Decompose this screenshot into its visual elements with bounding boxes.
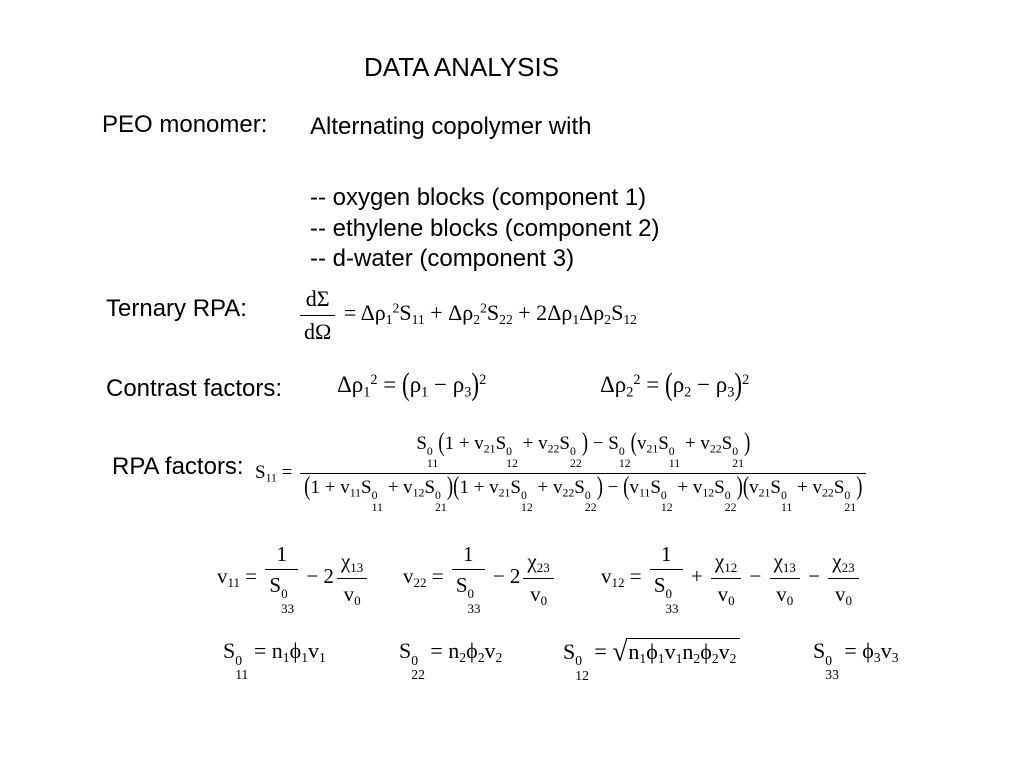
label-ternary-rpa: Ternary RPA: [106,295,247,322]
formula-rpa-s11: $S_{11}$ = S 0 11 ($1 + v_{21}S$ 0 12 + $v_{22}S$ 0 22 ) − S 0 12 ($v_{21}S$ 0 11 + $v_{22}S$ 0 21 ) ($1 + v_{11}S$ 0 11 + $v_{12}S$ 0 21 )($1 + v_{21}S$ 0 12 + $v_{22}S$ 0 22 ) − ($v_{11}S$ 0 12 + $v_{12}S$ 0 22 )($v_{21}S$ 0 11 + $v_{22}S$ 0 21 ) [255,432,869,515]
formula-s12-0: S 0 12 = $√n_1\phi_1v_1n_2\phi_2v_2$ [563,635,740,684]
formula-v11: $v_{11}$ = 1 S 0 33 − 2 $\frac{\chi_{13}}{v_0}$ [217,541,370,616]
text-d-water: -- d-water (component 3) [310,245,575,272]
text-oxygen-blocks: -- oxygen blocks (component 1) [310,184,647,211]
slide-title: DATA ANALYSIS [364,52,560,82]
label-rpa-factors: RPA factors: [112,453,244,480]
text-alternating-copolymer: Alternating copolymer with [310,113,592,140]
formula-s22-0: S 0 22 = $n_2\phi_2v_2$ [399,638,503,683]
formula-contrast-factor-2: $\Delta\rho_2^2 = (\rho_2 - \rho_3)^2$ [600,366,750,402]
formula-v12: $v_{12}$ = 1 S 0 33 + $\frac{\chi_{12}}{v_0}$ − $\frac{\chi_{13}}{v_0}$ − $\frac{\chi_{23}}{v_0}$ [601,541,862,616]
formula-v22: $v_{22}$ = 1 S 0 33 − 2 $\frac{\chi_{23}}{v_0}$ [403,541,557,616]
formula-ternary-rpa: $\frac{d\Sigma}{d\Omega}$ = $\Delta\rho_1^2S_{11} + \Delta\rho_2^2S_{22} + 2\Delta\rho_1\Delta\rho_2S_{12}$ [297,285,637,345]
label-contrast-factors: Contrast factors: [106,375,283,402]
formula-s33-0: S 0 33 = $\phi_3v_3$ [813,638,899,683]
text-ethylene-blocks: -- ethylene blocks (component 2) [310,215,660,242]
formula-contrast-factor-1: $\Delta\rho_1^2 = (\rho_1 - \rho_3)^2$ [337,366,487,402]
label-peo-monomer: PEO monomer: [102,111,268,138]
formula-s11-0: S 0 11 = $n_1\phi_1v_1$ [223,638,326,683]
